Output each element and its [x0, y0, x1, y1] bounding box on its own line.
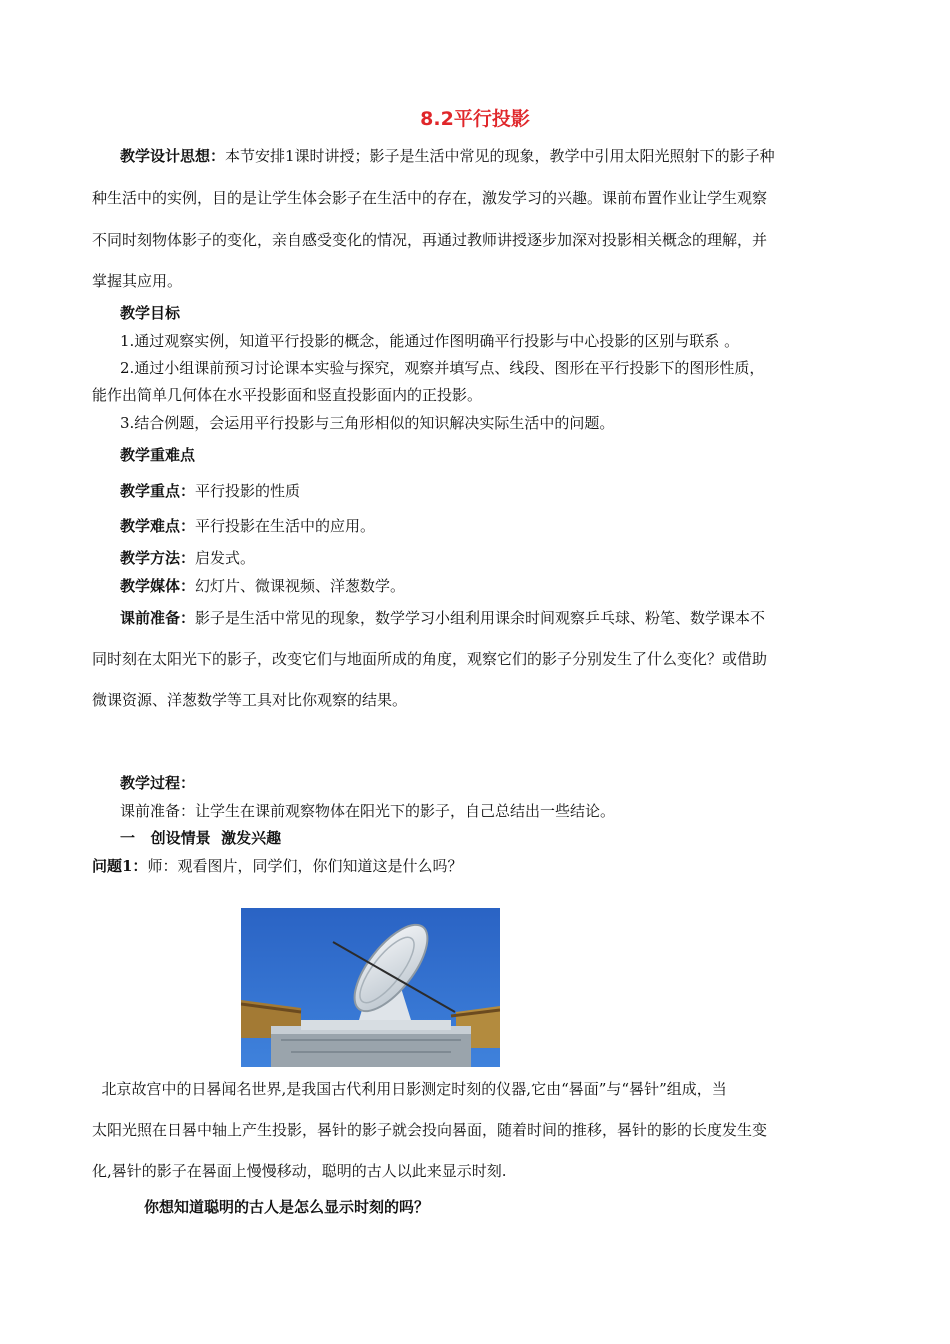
sundial-photo — [241, 908, 500, 1067]
media-line: 教学媒体：幻灯片、微课视频、洋葱数学。 — [120, 577, 406, 595]
goal-item-1: 1.通过观察实例，知道平行投影的概念，能通过作图明确平行投影与中心投影的区别与联系 。 — [120, 332, 740, 350]
sundial-line-1: 北京故宫中的日晷闻名世界,是我国古代利用日影测定时刻的仪器,它由“晷面”与“晷针”组成，当 — [92, 1080, 727, 1098]
process-prep-line: 课前准备：让学生在课前观察物体在阳光下的影子，自己总结出一些结论。 — [120, 802, 616, 820]
prep-line-3: 微课资源、洋葱数学等工具对比你观察的结果。 — [92, 691, 408, 709]
difficulty-line: 教学难点：平行投影在生活中的应用。 — [120, 517, 376, 535]
design-line-1: 教学设计思想：本节安排1课时讲授；影子是生活中常见的现象，教学中引用太阳光照射下的影子种 — [120, 147, 775, 165]
sundial-illustration — [241, 908, 500, 1067]
sundial-line-3: 化,晷针的影子在晷面上慢慢移动，聪明的古人以此来显示时刻. — [92, 1162, 507, 1180]
prep-label: 课前准备： — [120, 609, 196, 627]
prep-line-2: 同时刻在太阳光下的影子，改变它们与地面所成的角度，观察它们的影子分别发生了什么变化？或借助 — [92, 650, 768, 668]
sundial-line-2: 太阳光照在日晷中轴上产生投影，晷针的影子就会投向晷面，随着时间的推移，晷针的影的长度发生变 — [92, 1121, 768, 1139]
method-line: 教学方法：启发式。 — [120, 549, 256, 567]
design-label: 教学设计思想： — [120, 147, 226, 165]
focus-line: 教学重点：平行投影的性质 — [120, 482, 301, 500]
section-1-heading: 一 创设情景 激发兴趣 — [120, 829, 282, 847]
design-line-4: 掌握其应用。 — [92, 272, 183, 290]
process-heading: 教学过程： — [120, 774, 196, 792]
goals-heading: 教学目标 — [120, 304, 181, 322]
page-title: 8.2平行投影 — [420, 108, 530, 130]
goal-item-2: 2.通过小组课前预习讨论课本实验与探究，观察并填写点、线段、图形在平行投影下的图形性质， — [120, 359, 765, 377]
goal-item-2-cont: 能作出简单几何体在水平投影面和竖直投影面内的正投影。 — [92, 386, 483, 404]
question-1: 问题1：师：观看图片，同学们，你们知道这是什么吗？ — [92, 857, 463, 875]
goal-item-3: 3.结合例题，会运用平行投影与三角形相似的知识解决实际生活中的问题。 — [120, 414, 615, 432]
design-line-2: 种生活中的实例，目的是让学生体会影子在生活中的存在，激发学习的兴趣。课前布置作业让学生观察 — [92, 189, 768, 207]
design-line-3: 不同时刻物体影子的变化，亲自感受变化的情况，再通过教师讲授逐步加深对投影相关概念的理解，并 — [92, 231, 768, 249]
keypoints-heading: 教学重难点 — [120, 446, 196, 464]
closing-question: 你想知道聪明的古人是怎么显示时刻的吗？ — [144, 1198, 430, 1216]
prep-line-1: 课前准备：影子是生活中常见的现象，数学学习小组利用课余时间观察乒乓球、粉笔、数学课本不 — [120, 609, 766, 627]
